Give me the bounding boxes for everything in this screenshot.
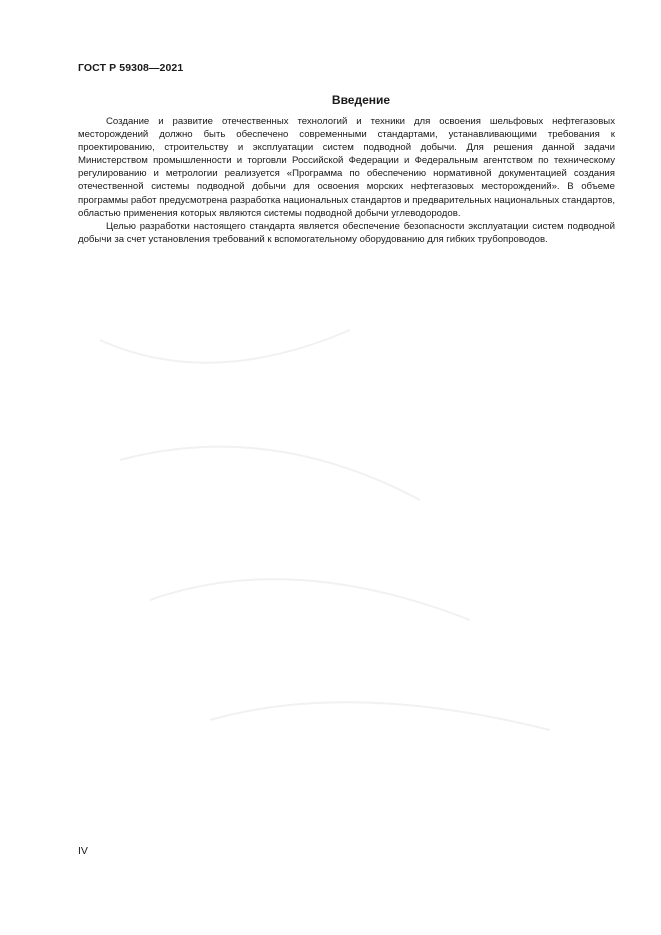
- document-code: ГОСТ Р 59308—2021: [78, 62, 184, 74]
- paragraph: Целью разработки настоящего стандарта является обеспечение безопасности эксплуатации систем подводной добычи за счет установления требований к вспомогательному оборудованию для гибких трубопроводов.: [78, 220, 615, 245]
- section-title: Введение: [331, 93, 391, 107]
- body-text: [78, 115, 615, 246]
- watermark: [90, 300, 570, 760]
- page-number: IV: [78, 845, 88, 857]
- paragraph: Создание и развитие отечественных технологий и техники для освоения шельфовых нефтегазовых месторождений должно быть обеспечено современными стандартами, устанавливающими требования к проектированию, строительству и эксплуатации систем подводной добычи. Для решения данной задачи Министерством промышленности и торговли Российской Федерации и Федеральным агентством по техническому регулированию и метрологии реализуется «Программа по обеспечению нормативной документацией создания отечественной системы подводной добычи для освоения морских нефтегазовых месторождений». В объеме программы работ предусмотрена разработка национальных стандартов и предварительных национальных стандартов, областью применения которых являются системы подводной добычи углеводородов.: [78, 116, 615, 219]
